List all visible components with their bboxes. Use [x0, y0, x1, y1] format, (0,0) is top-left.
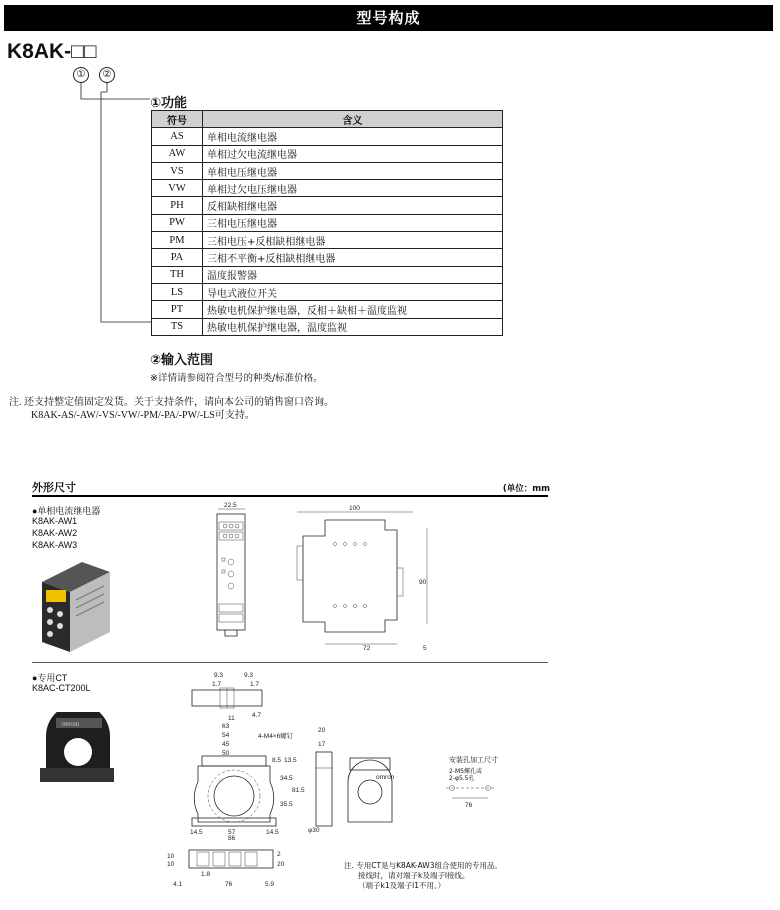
dim-h: 54 [222, 732, 230, 739]
relay-model-1: K8AK-AW1 [32, 516, 78, 526]
dim-step: 5 [423, 645, 427, 652]
cell-code: AS [152, 128, 203, 145]
cell-meaning: 三相电压+反相缺相继电器 [203, 232, 503, 249]
cell-meaning: 热敏电机保护继电器，温度监视 [203, 318, 503, 335]
cell-meaning: 温度报警器 [203, 266, 503, 283]
cell-code: AW [152, 145, 203, 162]
mount-title: 安装孔加工尺寸 [449, 756, 498, 764]
cell-meaning: 热敏电机保护继电器，反相＋缺相＋温度监视 [203, 301, 503, 318]
dim-base: 72 [363, 645, 371, 652]
ct-note-line-3: （端子k1及端子l1不用。） [358, 881, 446, 890]
cell-meaning: 导电式液位开关 [203, 283, 503, 300]
dim-z: 2 [277, 851, 281, 858]
table-row [152, 162, 503, 179]
model-code: K8AK-□□ [7, 40, 97, 63]
cell-code: VS [152, 162, 203, 179]
dim-r: 86 [228, 835, 236, 840]
column-header-meaning: 含义 [203, 111, 503, 128]
cell-meaning: 单相电流继电器 [203, 128, 503, 145]
table-row [152, 266, 503, 283]
ct-brand-label: omron [376, 774, 395, 781]
dim-j: 50 [222, 750, 230, 757]
function-section-title: ①功能 [150, 96, 188, 111]
cell-meaning: 三相电压继电器 [203, 214, 503, 231]
dim-o: 35.5 [280, 801, 293, 808]
relay-model-2: K8AK-AW2 [32, 528, 78, 538]
dim-t: 20 [318, 727, 326, 734]
dim-a: 9.3 [214, 672, 224, 679]
cell-meaning: 三相不平衡+反相缺相继电器 [203, 249, 503, 266]
dim-height: 90 [419, 579, 427, 586]
table-row [152, 249, 503, 266]
cell-code: PH [152, 197, 203, 214]
dimensions-header [32, 481, 548, 497]
function-table [151, 110, 503, 336]
cell-code: PA [152, 249, 203, 266]
table-header-row [152, 111, 503, 128]
cell-code: PW [152, 214, 203, 231]
cell-meaning: 单相过欠电流继电器 [203, 145, 503, 162]
dim-w: 10 [167, 853, 175, 860]
dimensions-title: 外形尺寸 [32, 481, 76, 494]
table-row [152, 232, 503, 249]
dim-e: 11 [228, 715, 235, 722]
table-row [152, 180, 503, 197]
dim-c: 1.7 [212, 681, 222, 688]
mount-line-2: 2-φ5.5孔 [449, 775, 475, 782]
dim-aa: 20 [277, 861, 285, 868]
dim-bb: 4.1 [173, 881, 183, 888]
relay-side-view [285, 500, 435, 655]
position-marker-2: ② [99, 67, 115, 83]
dim-g: 63 [222, 723, 230, 730]
dim-m: 34.5 [280, 775, 293, 782]
cell-code: PT [152, 301, 203, 318]
ct-product-image [36, 712, 120, 790]
relay-product-image [36, 556, 116, 656]
ct-model: K8AC-CT200L [32, 683, 91, 693]
ct-front-view [180, 722, 305, 840]
dim-p: 57 [228, 829, 236, 836]
ct-top-view [170, 670, 270, 722]
dim-i: 45 [222, 741, 230, 748]
dim-n: 81.5 [292, 787, 305, 794]
ct-iso-view [340, 752, 400, 827]
cell-meaning: 单相电压继电器 [203, 162, 503, 179]
table-row [152, 128, 503, 145]
input-range-note: ※详情请参阅符合型号的种类/标准价格。 [150, 373, 323, 384]
table-row [152, 318, 503, 335]
mount-dim: 76 [465, 802, 473, 809]
cell-code: TH [152, 266, 203, 283]
input-range-title: ②输入范围 [150, 353, 214, 368]
dim-screw: 4-M4×6螺钉 [258, 733, 294, 740]
relay-label: ●单相电流继电器 [32, 506, 101, 516]
footnote-line-2: K8AK-AS/-AW/-VS/-VW/-PM/-PA/-PW/-LS可支持。 [31, 410, 255, 421]
dim-b: 9.3 [244, 672, 254, 679]
table-row [152, 197, 503, 214]
dim-k: 8.5 [272, 757, 282, 764]
dim-y: 1.8 [201, 871, 211, 878]
cell-code: PM [152, 232, 203, 249]
dim-dd: 5.9 [265, 881, 275, 888]
dim-length: 100 [349, 505, 360, 512]
relay-front-view [205, 500, 265, 650]
dim-s: 14.5 [266, 829, 279, 836]
section-title-bar: 型号构成 [4, 5, 773, 31]
position-marker-1: ① [73, 67, 89, 83]
dim-cc: 76 [225, 881, 233, 888]
dim-v: φ30 [308, 827, 320, 834]
dim-width: 22.5 [224, 502, 237, 509]
ct-side-view [308, 724, 338, 834]
ct-brand-mark: omron [62, 722, 80, 728]
section-divider [32, 662, 548, 663]
dim-l: 13.5 [284, 757, 297, 764]
dim-u: 17 [318, 741, 326, 748]
table-row [152, 214, 503, 231]
unit-label: (单位：mm [502, 484, 550, 494]
ct-label: ●专用CT [32, 673, 68, 683]
table-row [152, 301, 503, 318]
ct-note-line-2: 接线时，请对端子k及端子l接线。 [358, 871, 470, 880]
cell-code: VW [152, 180, 203, 197]
table-row [152, 145, 503, 162]
mount-line-1: 2-M5螺孔或 [449, 768, 482, 775]
relay-model-3: K8AK-AW3 [32, 540, 78, 550]
footnote-line-1: 注. 还支持整定值固定发货。关于支持条件，请向本公司的销售窗口咨询。 [9, 397, 334, 408]
cell-code: LS [152, 283, 203, 300]
table-row [152, 283, 503, 300]
column-header-code: 符号 [152, 111, 203, 128]
cell-code: TS [152, 318, 203, 335]
mount-hole-drawing [440, 780, 500, 810]
dim-q: 14.5 [190, 829, 203, 836]
dim-f: 4.7 [252, 712, 262, 719]
ct-note-line-1: 注. 专用CT是与K8AK-AW3组合使用的专用品。 [344, 861, 502, 870]
dim-x: 10 [167, 861, 175, 868]
ct-bottom-view [165, 842, 295, 890]
cell-meaning: 单相过欠电压继电器 [203, 180, 503, 197]
dim-d: 1.7 [250, 681, 260, 688]
cell-meaning: 反相缺相继电器 [203, 197, 503, 214]
